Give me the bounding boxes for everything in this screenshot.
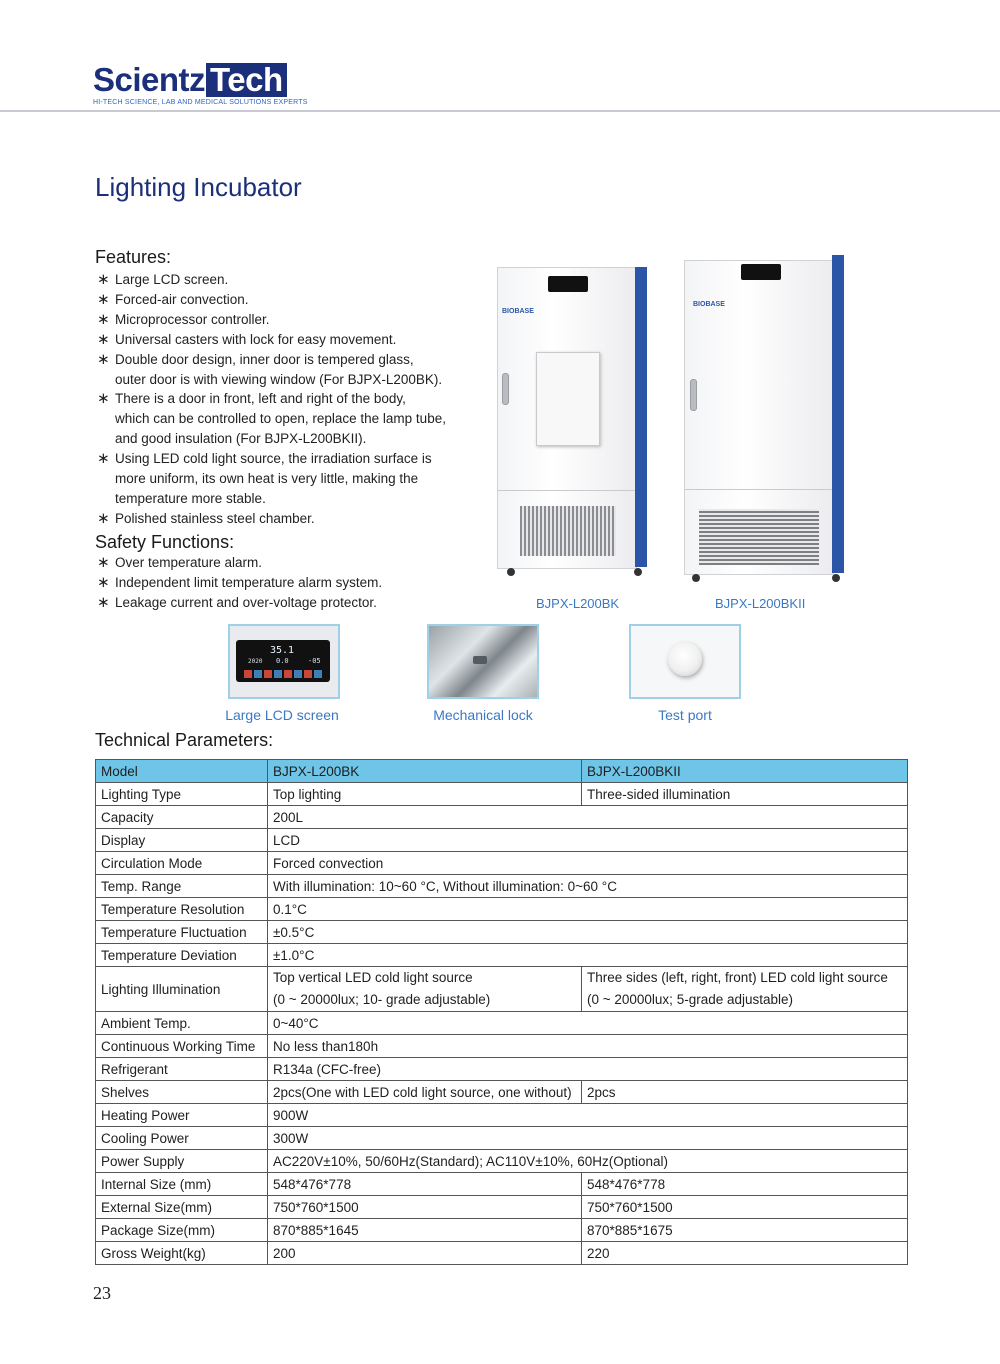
- feature-line: ∗ Forced-air convection.: [115, 291, 249, 307]
- table-row: [96, 783, 908, 806]
- header-divider: [0, 110, 1000, 112]
- table-cell: Shelves: [96, 1081, 268, 1104]
- lcd-screen-caption: Large LCD screen: [225, 707, 339, 723]
- table-cell: [268, 967, 582, 1012]
- table-cell: 900W: [268, 1104, 908, 1127]
- table-cell: Capacity: [96, 806, 268, 829]
- table-row: [96, 1081, 908, 1104]
- company-logo: [93, 62, 308, 106]
- page-title: Lighting Incubator: [95, 172, 302, 202]
- logo-tagline: HI-TECH SCIENCE, LAB AND MEDICAL SOLUTIONS EXPERTS: [93, 99, 308, 106]
- table-cell: 300W: [268, 1127, 908, 1150]
- table-header-cell: Model: [96, 760, 268, 783]
- feature-line: ∗ Microprocessor controller.: [115, 311, 270, 327]
- door-handle: [502, 373, 509, 405]
- table-cell: Internal Size (mm): [96, 1173, 268, 1196]
- table-cell: 220: [582, 1242, 908, 1265]
- table-cell: Temperature Resolution: [96, 898, 268, 921]
- incubator-bk-image: [497, 267, 637, 569]
- table-row: [96, 1035, 908, 1058]
- table-cell: R134a (CFC-free): [268, 1058, 908, 1081]
- vent-grille: [520, 506, 616, 556]
- cabinet-display-panel: [741, 264, 781, 280]
- table-row: [96, 829, 908, 852]
- table-row: [96, 1196, 908, 1219]
- feature-line: ∗ Universal casters with lock for easy movement.: [115, 331, 397, 347]
- table-cell: Circulation Mode: [96, 852, 268, 875]
- test-port-icon: [668, 642, 702, 676]
- table-header-cell: BJPX-L200BK: [268, 760, 582, 783]
- feature-item: [97, 310, 477, 330]
- lcd-sub-readout-3: -05: [308, 657, 321, 665]
- feature-line: ∗ Large LCD screen.: [115, 272, 229, 287]
- feature-item: [97, 350, 477, 390]
- table-cell: Power Supply: [96, 1150, 268, 1173]
- table-cell: Display: [96, 829, 268, 852]
- table-cell: 548*476*778: [268, 1173, 582, 1196]
- lock-icon: [473, 656, 487, 664]
- features-heading: Features:: [95, 247, 172, 267]
- feature-item: [97, 270, 477, 290]
- table-cell: 548*476*778: [582, 1173, 908, 1196]
- tech-params-heading: Technical Parameters:: [95, 730, 274, 750]
- table-cell: AC220V±10%, 50/60Hz(Standard); AC110V±10%, 60Hz(Optional): [268, 1150, 908, 1173]
- table-cell: 750*760*1500: [582, 1196, 908, 1219]
- table-cell-line: (0 ~ 20000lux; 10- grade adjustable): [273, 992, 491, 1007]
- lcd-sub-readout-2: 0.0: [276, 657, 289, 665]
- lcd-readout: 35.1: [270, 645, 295, 656]
- table-cell: 200L: [268, 806, 908, 829]
- table-cell: 0.1°C: [268, 898, 908, 921]
- table-cell: External Size(mm): [96, 1196, 268, 1219]
- lcd-panel: [236, 640, 330, 682]
- table-cell: Ambient Temp.: [96, 1012, 268, 1035]
- mechanical-lock-caption: Mechanical lock: [433, 707, 533, 723]
- table-row: [96, 1242, 908, 1265]
- table-cell: 870*885*1645: [268, 1219, 582, 1242]
- table-cell: 2pcs: [582, 1081, 908, 1104]
- feature-line: outer door is with viewing window (For BJPX-L200BK).: [115, 371, 443, 387]
- table-cell: ±0.5°C: [268, 921, 908, 944]
- feature-item: [97, 449, 477, 509]
- feature-line: more uniform, its own heat is very little, making the: [115, 471, 419, 487]
- test-port-caption: Test port: [658, 707, 712, 723]
- table-cell: Package Size(mm): [96, 1219, 268, 1242]
- table-cell: No less than180h: [268, 1035, 908, 1058]
- lcd-sub-readout-1: 2020: [248, 658, 263, 665]
- logo-text-boxed: Tech: [206, 63, 287, 97]
- feature-item: [97, 290, 477, 310]
- safety-heading: Safety Functions:: [95, 532, 235, 552]
- feature-item: [97, 389, 477, 449]
- table-row: [96, 1150, 908, 1173]
- feature-item: [97, 330, 477, 350]
- table-cell: Temperature Deviation: [96, 944, 268, 967]
- table-cell: 870*885*1675: [582, 1219, 908, 1242]
- test-port-thumbnail: [629, 624, 741, 699]
- table-cell: LCD: [268, 829, 908, 852]
- table-cell: 200: [268, 1242, 582, 1265]
- table-row: [96, 898, 908, 921]
- model-caption-right: BJPX-L200BKII: [715, 596, 806, 611]
- brand-label: BIOBASE: [693, 301, 725, 308]
- table-row: [96, 1219, 908, 1242]
- table-cell: Lighting Type: [96, 783, 268, 806]
- table-row: [96, 875, 908, 898]
- table-cell: Temp. Range: [96, 875, 268, 898]
- cabinet-display-panel: [548, 276, 588, 292]
- model-caption-left: BJPX-L200BK: [536, 596, 620, 611]
- brand-label: BIOBASE: [502, 308, 534, 315]
- table-cell: Gross Weight(kg): [96, 1242, 268, 1265]
- table-row: [96, 806, 908, 829]
- table-row: [96, 1173, 908, 1196]
- spec-table: [95, 759, 908, 1265]
- vent-grille: [699, 509, 819, 565]
- table-cell: Refrigerant: [96, 1058, 268, 1081]
- feature-line: which can be controlled to open, replace the lamp tube,: [115, 411, 446, 427]
- feature-line: and good insulation (For BJPX-L200BKII).: [115, 431, 367, 447]
- feature-line: ∗ There is a door in front, left and right of the body,: [115, 391, 406, 407]
- table-cell-line: Three sides (left, right, front) LED cold light source: [587, 970, 888, 985]
- table-cell: ±1.0°C: [268, 944, 908, 967]
- table-cell: 0~40°C: [268, 1012, 908, 1035]
- lcd-button-row: [244, 670, 322, 678]
- table-cell: Cooling Power: [96, 1127, 268, 1150]
- table-row: [96, 1012, 908, 1035]
- table-row: [96, 944, 908, 967]
- table-header-cell: BJPX-L200BKII: [582, 760, 908, 783]
- lcd-screen-thumbnail: [228, 624, 340, 699]
- table-cell: Heating Power: [96, 1104, 268, 1127]
- table-cell: Lighting Illumination: [96, 967, 268, 1012]
- table-cell: [582, 967, 908, 1012]
- viewing-window: [536, 352, 600, 446]
- table-cell-line: Top vertical LED cold light source: [273, 970, 473, 985]
- table-cell: Temperature Fluctuation: [96, 921, 268, 944]
- safety-item: ∗ Over temperature alarm.: [97, 553, 477, 573]
- table-cell-line: (0 ~ 20000lux; 5-grade adjustable): [587, 992, 794, 1007]
- features-list: [97, 270, 477, 529]
- table-row: [96, 1127, 908, 1150]
- mechanical-lock-thumbnail: [427, 624, 539, 699]
- feature-item: [97, 509, 477, 529]
- table-cell: 2pcs(One with LED cold light source, one without): [268, 1081, 582, 1104]
- safety-item: ∗ Independent limit temperature alarm system.: [97, 573, 477, 593]
- feature-line: ∗ Using LED cold light source, the irradiation surface is: [115, 451, 432, 467]
- incubator-bkii-image: [684, 260, 834, 575]
- table-cell: With illumination: 10~60 °C, Without illumination: 0~60 °C: [268, 875, 908, 898]
- feature-line: temperature more stable.: [115, 490, 266, 506]
- logo-text-primary: Scientz: [93, 61, 206, 98]
- table-cell: Continuous Working Time: [96, 1035, 268, 1058]
- door-handle: [690, 379, 697, 411]
- safety-item: ∗ Leakage current and over-voltage protector.: [97, 593, 477, 613]
- safety-list: [97, 553, 477, 613]
- table-header-row: [96, 760, 908, 783]
- table-row: [96, 967, 908, 1012]
- feature-line: ∗ Double door design, inner door is tempered glass,: [115, 351, 414, 367]
- table-row: [96, 921, 908, 944]
- table-cell: 750*760*1500: [268, 1196, 582, 1219]
- product-image: [470, 250, 920, 590]
- table-row: [96, 1058, 908, 1081]
- table-cell: Forced convection: [268, 852, 908, 875]
- feature-line: ∗ Polished stainless steel chamber.: [115, 510, 315, 526]
- table-cell: Three-sided illumination: [582, 783, 908, 806]
- table-cell: Top lighting: [268, 783, 582, 806]
- table-row: [96, 852, 908, 875]
- page-number: 23: [93, 1283, 111, 1303]
- table-row: [96, 1104, 908, 1127]
